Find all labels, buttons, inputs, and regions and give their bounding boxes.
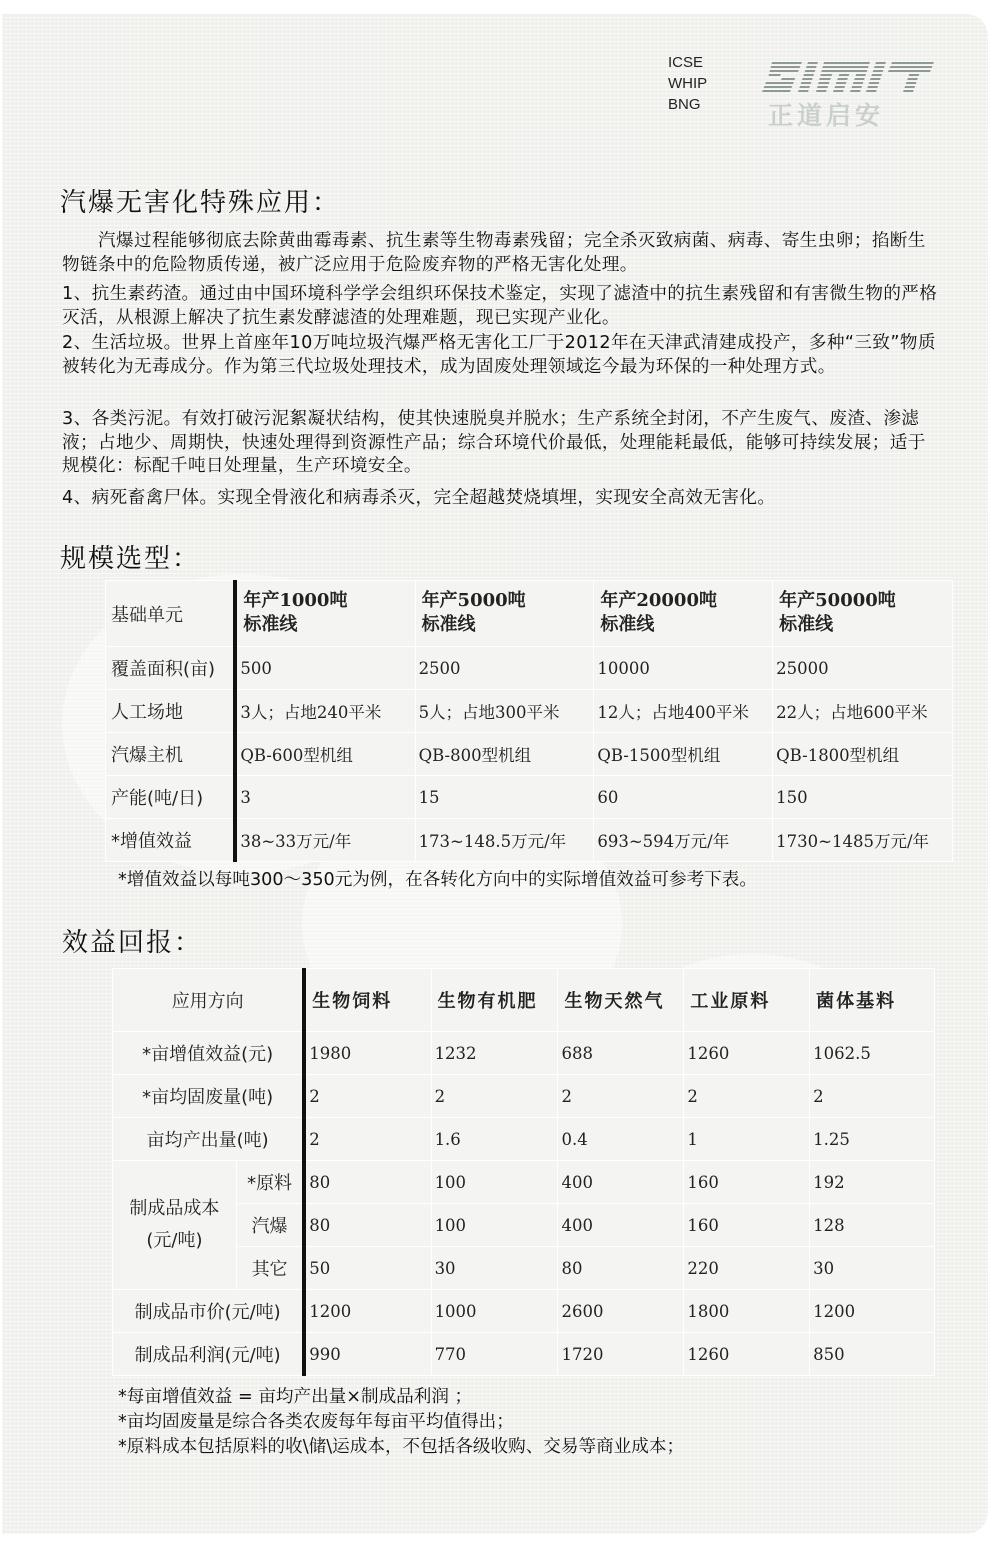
table-cell: 160 xyxy=(684,1161,810,1204)
table-cell: 2 xyxy=(810,1075,935,1118)
table-cell: 100 xyxy=(431,1204,558,1247)
row-sublabel: *原料 xyxy=(236,1161,304,1204)
table-cell: QB-1500型机组 xyxy=(594,733,773,776)
table-corner-cell: 应用方向 xyxy=(113,969,305,1032)
table-cell: 1260 xyxy=(684,1333,810,1376)
column-header: 年产1000吨 标准线 xyxy=(235,581,415,647)
table-cell: QB-600型机组 xyxy=(235,733,415,776)
table-cell: 1800 xyxy=(684,1290,810,1333)
code-icse: ICSE xyxy=(668,54,704,71)
table-cell: 500 xyxy=(235,647,415,690)
company-logo-icon xyxy=(762,58,938,96)
table-cell: 400 xyxy=(558,1204,684,1247)
table-cell: 2 xyxy=(558,1075,684,1118)
table-cell: 80 xyxy=(558,1247,684,1290)
table-row xyxy=(113,1247,935,1290)
table-cell: 1000 xyxy=(431,1290,558,1333)
table-cell: 15 xyxy=(415,776,594,819)
table-cell: 688 xyxy=(558,1032,684,1075)
scale-table xyxy=(105,580,953,862)
table-cell: 1062.5 xyxy=(810,1032,935,1075)
row-label: 汽爆主机 xyxy=(106,733,236,776)
intro-paragraph: 汽爆过程能够彻底去除黄曲霉毒素、抗生素等生物毒素残留；完全杀灭致病菌、病毒、寄生虫卵；掐断生物链条中的危险物质传递，被广泛应用于危险废弃物的严格无害化处理。 xyxy=(62,231,926,275)
table-cell: 1.25 xyxy=(810,1118,935,1161)
table-cell: 1980 xyxy=(304,1032,431,1075)
row-label: 覆盖面积(亩) xyxy=(106,647,236,690)
table-cell: 2 xyxy=(684,1075,810,1118)
table-cell: 2 xyxy=(304,1118,431,1161)
table-cell: 1200 xyxy=(304,1290,431,1333)
section-title-applications: 汽爆无害化特殊应用： xyxy=(60,188,341,218)
table-cell: 1.6 xyxy=(431,1118,558,1161)
returns-footnote: *亩均固废量是综合各类农废每年每亩平均值得出； xyxy=(118,1412,514,1432)
table-row xyxy=(106,733,953,776)
table-row xyxy=(113,1118,935,1161)
table-row xyxy=(113,1204,935,1247)
row-label: *增值效益 xyxy=(106,819,236,862)
table-cell: 2500 xyxy=(415,647,594,690)
table-cell: 128 xyxy=(810,1204,935,1247)
table-cell: 1730~1485万元/年 xyxy=(773,819,953,862)
column-header: 年产50000吨 标准线 xyxy=(773,581,953,647)
table-cell: 192 xyxy=(810,1161,935,1204)
table-cell: 100 xyxy=(431,1161,558,1204)
table-cell: 2 xyxy=(431,1075,558,1118)
table-cell: 0.4 xyxy=(558,1118,684,1161)
cost-group-label: 制成品成本 (元/吨) xyxy=(113,1161,237,1290)
item-household-waste: 2、生活垃圾。世界上首座年10万吨垃圾汽爆严格无害化工厂于2012年在天津武清建成投产，多种“三致”物质被转化为无毒成分。作为第三代垃圾处理技术，成为固废处理领域迄今最为环保的一种处理方式。 xyxy=(62,333,936,377)
column-header: 工业原料 xyxy=(684,969,810,1032)
table-cell: 2 xyxy=(304,1075,431,1118)
table-row xyxy=(113,1161,935,1204)
table-cell: 1232 xyxy=(431,1032,558,1075)
table-cell: 12人；占地400平米 xyxy=(594,690,773,733)
table-cell: 850 xyxy=(810,1333,935,1376)
table-cell: 2600 xyxy=(558,1290,684,1333)
table-cell: 38~33万元/年 xyxy=(235,819,415,862)
table-cell: 60 xyxy=(594,776,773,819)
table-cell: QB-800型机组 xyxy=(415,733,594,776)
table-cell: 173~148.5万元/年 xyxy=(415,819,594,862)
section-title-scale: 规模选型： xyxy=(60,544,201,574)
table-row xyxy=(106,819,953,862)
table-cell: 10000 xyxy=(594,647,773,690)
table-row xyxy=(106,647,953,690)
row-label: 制成品市价(元/吨) xyxy=(113,1290,305,1333)
table-cell: 30 xyxy=(431,1247,558,1290)
table-cell: 400 xyxy=(558,1161,684,1204)
table-corner-cell: 基础单元 xyxy=(106,581,236,647)
table-row xyxy=(113,1333,935,1376)
code-bng: BNG xyxy=(668,96,701,113)
row-sublabel: 汽爆 xyxy=(236,1204,304,1247)
row-label: 制成品利润(元/吨) xyxy=(113,1333,305,1376)
table-cell: 22人；占地600平米 xyxy=(773,690,953,733)
row-sublabel: 其它 xyxy=(236,1247,304,1290)
table-row xyxy=(106,690,953,733)
row-label: 产能(吨/日) xyxy=(106,776,236,819)
table-cell: 150 xyxy=(773,776,953,819)
table-cell: 1200 xyxy=(810,1290,935,1333)
table-cell: 1 xyxy=(684,1118,810,1161)
table-cell: 1260 xyxy=(684,1032,810,1075)
table-cell: 3人；占地240平米 xyxy=(235,690,415,733)
row-label: *亩增值效益(元) xyxy=(113,1032,305,1075)
column-header: 年产20000吨 标准线 xyxy=(594,581,773,647)
table-cell: 220 xyxy=(684,1247,810,1290)
item-antibiotic-residue: 1、抗生素药渣。通过由中国环境科学学会组织环保技术鉴定，实现了滤渣中的抗生素残留和有害微生物的严格灭活，从根源上解决了抗生素发酵滤渣的处理难题，现已实现产业化。 xyxy=(62,284,938,328)
table-cell: 50 xyxy=(304,1247,431,1290)
table-cell: 80 xyxy=(304,1161,431,1204)
column-header: 菌体基料 xyxy=(810,969,935,1032)
column-header: 生物饲料 xyxy=(304,969,431,1032)
table-row xyxy=(113,1075,935,1118)
table-cell: 30 xyxy=(810,1247,935,1290)
row-label: *亩均固废量(吨) xyxy=(113,1075,305,1118)
table-cell: 160 xyxy=(684,1204,810,1247)
table-cell: 3 xyxy=(235,776,415,819)
table-cell: 990 xyxy=(304,1333,431,1376)
column-header: 年产5000吨 标准线 xyxy=(415,581,594,647)
scale-footnote: *增值效益以每吨300～350元为例，在各转化方向中的实际增值效益可参考下表。 xyxy=(118,870,757,890)
table-cell: 770 xyxy=(431,1333,558,1376)
header-codes xyxy=(668,52,718,115)
table-row xyxy=(113,1290,935,1333)
table-header-row xyxy=(113,969,935,1032)
table-cell: 5人；占地300平米 xyxy=(415,690,594,733)
table-cell: 80 xyxy=(304,1204,431,1247)
row-label: 亩均产出量(吨) xyxy=(113,1118,305,1161)
column-header: 生物有机肥 xyxy=(431,969,558,1032)
returns-footnote: *每亩增值效益 = 亩均产出量×制成品利润 ； xyxy=(118,1387,473,1407)
section-title-returns: 效益回报： xyxy=(62,928,203,958)
returns-table xyxy=(112,968,935,1376)
column-header: 生物天然气 xyxy=(558,969,684,1032)
table-cell: QB-1800型机组 xyxy=(773,733,953,776)
item-animal-carcass: 4、病死畜禽尸体。实现全骨液化和病毒杀灭，完全超越焚烧填埋，实现安全高效无害化。 xyxy=(62,488,776,508)
table-row xyxy=(113,1032,935,1075)
code-whip: WHIP xyxy=(668,75,708,92)
returns-footnote: *原料成本包括原料的收\储\运成本，不包括各级收购、交易等商业成本； xyxy=(118,1437,685,1457)
logo-text: 正道启安 xyxy=(768,101,885,130)
table-cell: 25000 xyxy=(773,647,953,690)
row-label: 人工场地 xyxy=(106,690,236,733)
table-cell: 1720 xyxy=(558,1333,684,1376)
table-header-row xyxy=(106,581,953,647)
item-sludge: 3、各类污泥。有效打破污泥絮凝状结构，使其快速脱臭并脱水；生产系统全封闭，不产生废气、废渣、渗滤液；占地少、周期快，快速处理得到资源性产品；综合环境代价最低，处理能耗最低，能够可持续发展；适于规模化：标配千吨日处理量，生产环境安全。 xyxy=(62,409,926,476)
table-row xyxy=(106,776,953,819)
table-cell: 693~594万元/年 xyxy=(594,819,773,862)
